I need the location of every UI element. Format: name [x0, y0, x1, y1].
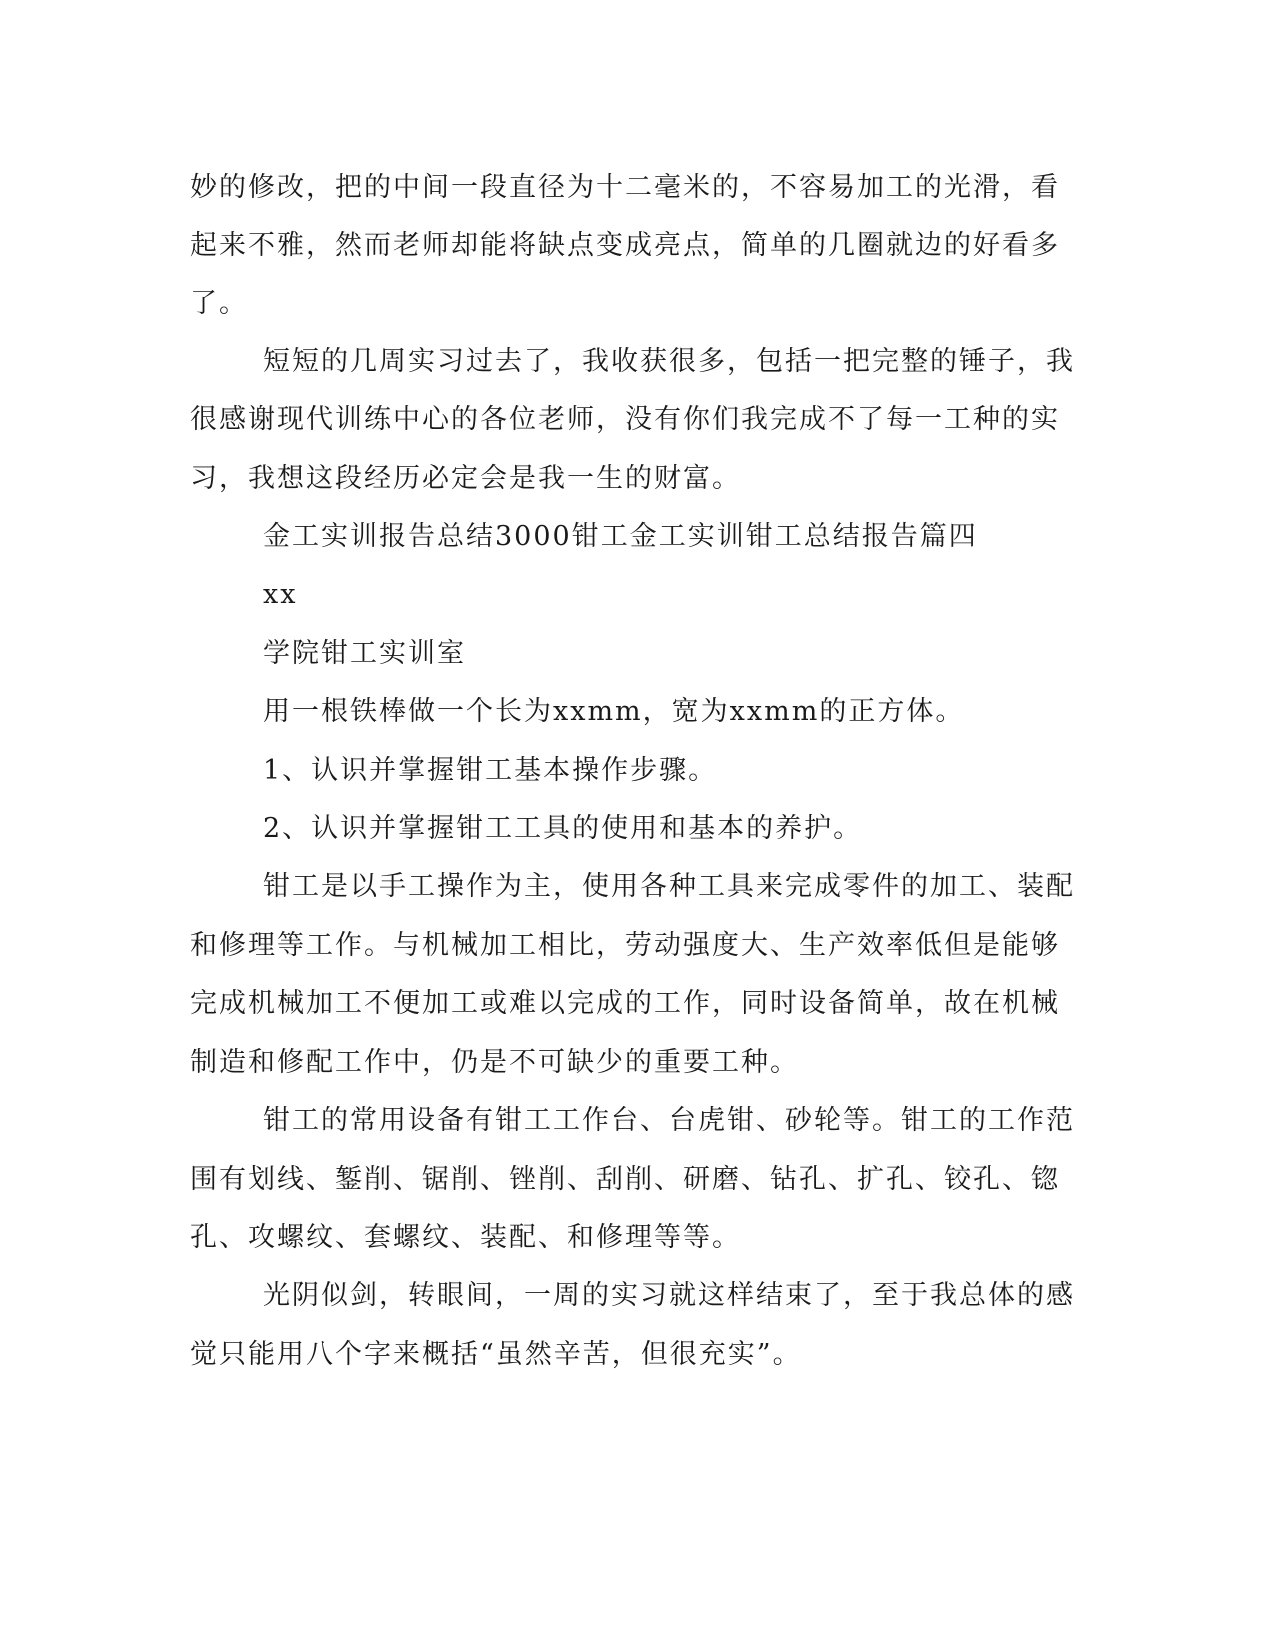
paragraph-line: xx: [263, 579, 298, 610]
paragraph-line: 习，我想这段经历必定会是我一生的财富。: [190, 463, 741, 494]
paragraph-line: 起来不雅，然而老师却能将缺点变成亮点，简单的几圈就边的好看多: [190, 230, 1060, 261]
list-item: 1、认识并掌握钳工基本操作步骤。: [263, 755, 718, 786]
paragraph-line: 孔、攻螺纹、套螺纹、装配、和修理等等。: [190, 1222, 741, 1253]
paragraph-line: 制造和修配工作中，仍是不可缺少的重要工种。: [190, 1047, 799, 1078]
paragraph-line: 完成机械加工不便加工或难以完成的工作，同时设备简单，故在机械: [190, 988, 1060, 1019]
section-heading: 金工实训报告总结3000钳工金工实训钳工总结报告篇四: [263, 521, 978, 552]
paragraph-line: 很感谢现代训练中心的各位老师，没有你们我完成不了每一工种的实: [190, 404, 1060, 435]
paragraph-line: 学院钳工实训室: [263, 638, 466, 669]
paragraph-line: 光阴似剑，转眼间，一周的实习就这样结束了，至于我总体的感: [263, 1280, 1075, 1311]
paragraph-line: 觉只能用八个字来概括“虽然辛苦，但很充实”。: [190, 1339, 802, 1370]
paragraph-line: 了。: [190, 288, 248, 319]
paragraph-line: 妙的修改，把的中间一段直径为十二毫米的，不容易加工的光滑，看: [190, 172, 1060, 203]
paragraph-line: 用一根铁棒做一个长为xxmm，宽为xxmm的正方体。: [263, 696, 965, 727]
paragraph-line: 钳工的常用设备有钳工工作台、台虎钳、砂轮等。钳工的工作范: [263, 1105, 1075, 1136]
paragraph-line: 围有划线、錾削、锯削、锉削、刮削、研磨、钻孔、扩孔、铰孔、锪: [190, 1164, 1060, 1195]
paragraph-line: 钳工是以手工操作为主，使用各种工具来完成零件的加工、装配: [263, 871, 1075, 902]
paragraph-line: 短短的几周实习过去了，我收获很多，包括一把完整的锤子，我: [263, 346, 1075, 377]
paragraph-line: 和修理等工作。与机械加工相比，劳动强度大、生产效率低但是能够: [190, 930, 1060, 961]
list-item: 2、认识并掌握钳工工具的使用和基本的养护。: [263, 813, 863, 844]
